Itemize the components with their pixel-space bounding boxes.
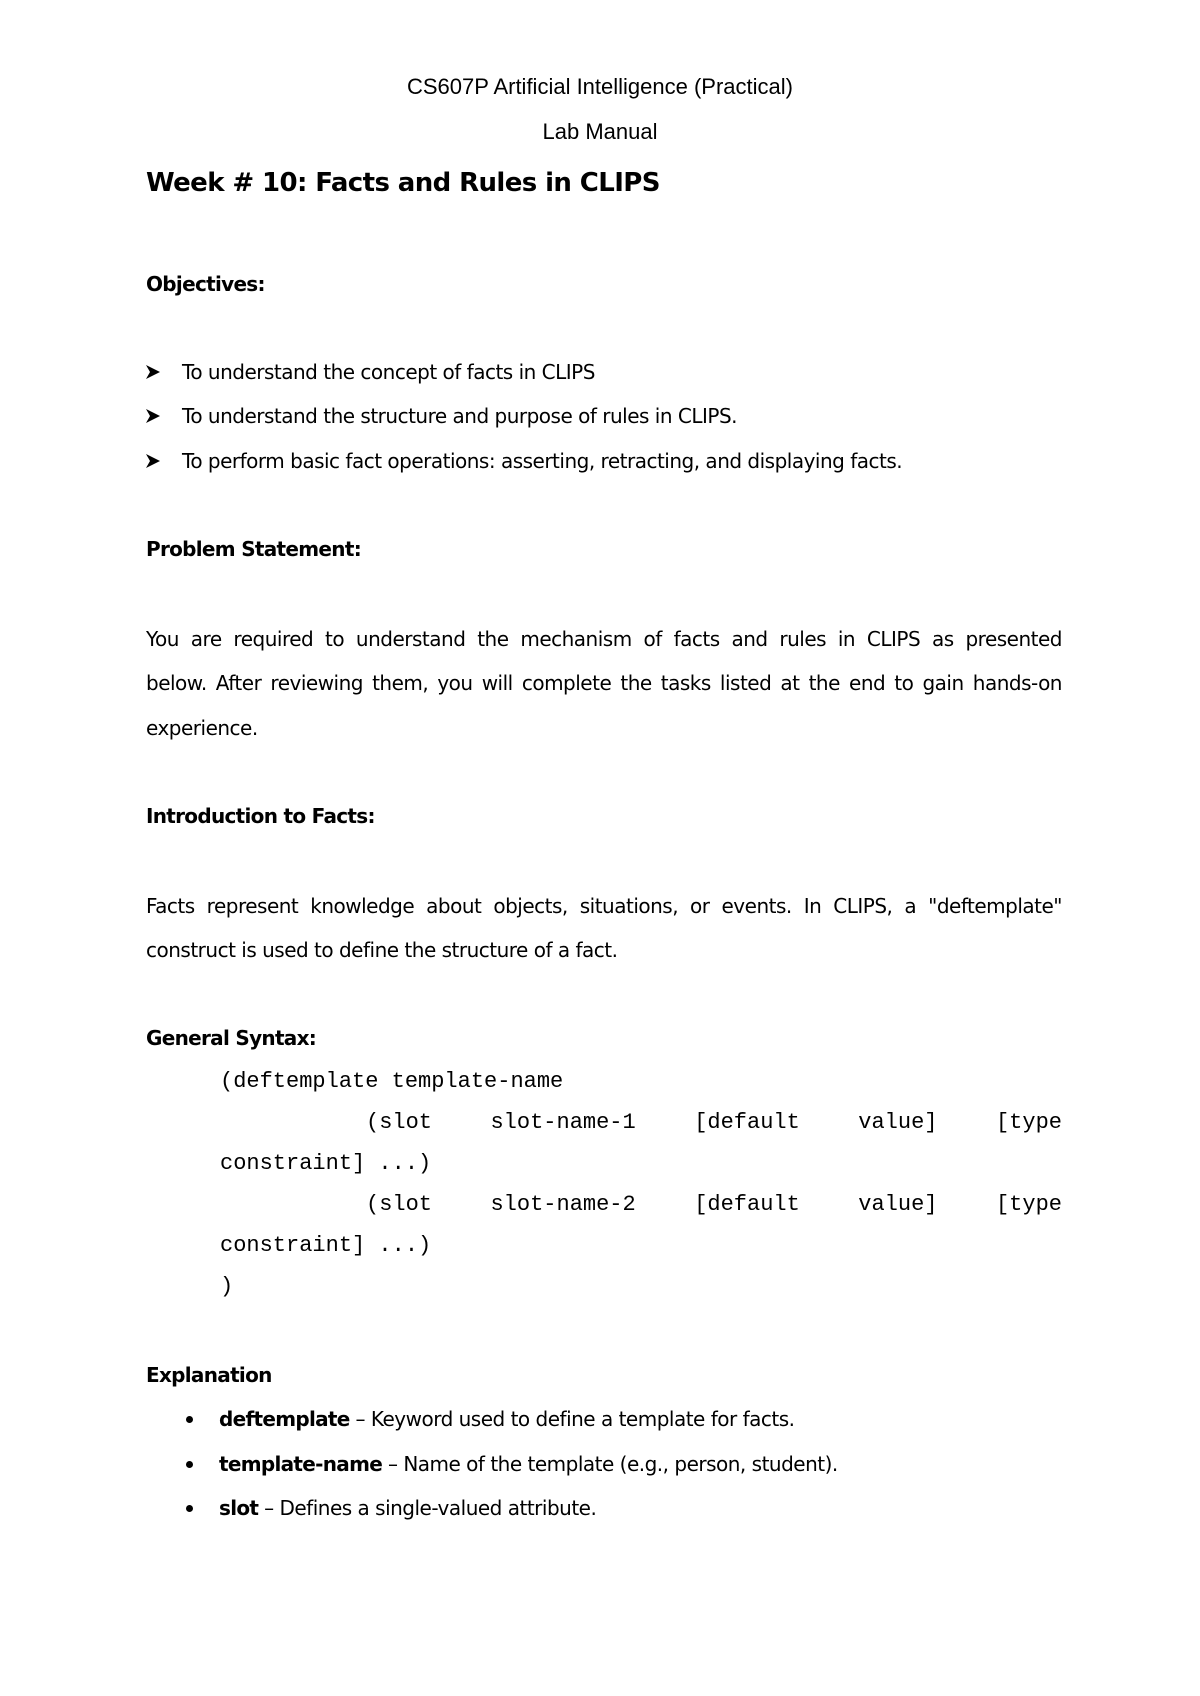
week-title: Week # 10: Facts and Rules in CLIPS: [146, 168, 660, 198]
explanation-term: slot: [219, 1496, 259, 1520]
code-token: (slot: [366, 1192, 433, 1217]
intro-facts-line: Facts represent knowledge about objects, situations, or events. In CLIPS, a "deftemplate": [146, 894, 1062, 918]
syntax-code-line: ): [220, 1274, 234, 1299]
code-token: slot-name-2: [490, 1192, 636, 1217]
arrow-bullet-icon: [146, 409, 160, 423]
syntax-slot-line: [366, 1192, 1062, 1218]
arrow-bullet-icon: [146, 365, 160, 379]
objective-text: To understand the concept of facts in CLIPS: [182, 360, 595, 384]
code-token: value]: [858, 1110, 938, 1135]
explanation-desc: – Defines a single-valued attribute.: [258, 1496, 597, 1520]
code-token: [type: [995, 1110, 1062, 1135]
objective-text: To understand the structure and purpose of rules in CLIPS.: [182, 404, 738, 428]
code-token: [type: [995, 1192, 1062, 1217]
general-syntax-heading: General Syntax:: [146, 1026, 317, 1050]
code-token: (slot: [366, 1110, 433, 1135]
intro-facts-line: construct is used to define the structure of a fact.: [146, 938, 618, 962]
syntax-code-line: constraint] ...): [220, 1233, 432, 1258]
objective-text: To perform basic fact operations: asserting, retracting, and displaying facts.: [182, 449, 903, 473]
explanation-text: [219, 1451, 838, 1477]
problem-statement-line: below. After reviewing them, you will complete the tasks listed at the end to gain hands-on: [146, 671, 1062, 695]
bullet-icon: [186, 1461, 193, 1468]
problem-statement-line: You are required to understand the mechanism of facts and rules in CLIPS as presented: [146, 627, 1062, 651]
problem-statement-line: experience.: [146, 716, 258, 740]
bullet-icon: [186, 1505, 193, 1512]
objectives-heading: Objectives:: [146, 272, 265, 296]
syntax-code-line: constraint] ...): [220, 1151, 432, 1176]
arrow-bullet-icon: [146, 454, 160, 468]
code-token: value]: [858, 1192, 938, 1217]
course-title: CS607P Artificial Intelligence (Practical): [407, 74, 793, 99]
explanation-desc: – Name of the template (e.g., person, student).: [382, 1452, 838, 1476]
code-token: [default: [694, 1192, 800, 1217]
explanation-desc: – Keyword used to define a template for facts.: [349, 1407, 795, 1431]
explanation-text: [219, 1495, 596, 1521]
bullet-icon: [186, 1416, 193, 1423]
manual-label: Lab Manual: [542, 119, 658, 144]
explanation-heading: Explanation: [146, 1363, 272, 1387]
code-token: slot-name-1: [490, 1110, 636, 1135]
code-token: [default: [694, 1110, 800, 1135]
syntax-code-line: (deftemplate template-name: [220, 1069, 564, 1094]
syntax-slot-line: [366, 1110, 1062, 1136]
intro-facts-heading: Introduction to Facts:: [146, 804, 375, 828]
explanation-term: template-name: [219, 1452, 383, 1476]
problem-statement-heading: Problem Statement:: [146, 537, 361, 561]
explanation-text: [219, 1406, 794, 1432]
explanation-term: deftemplate: [219, 1407, 350, 1431]
